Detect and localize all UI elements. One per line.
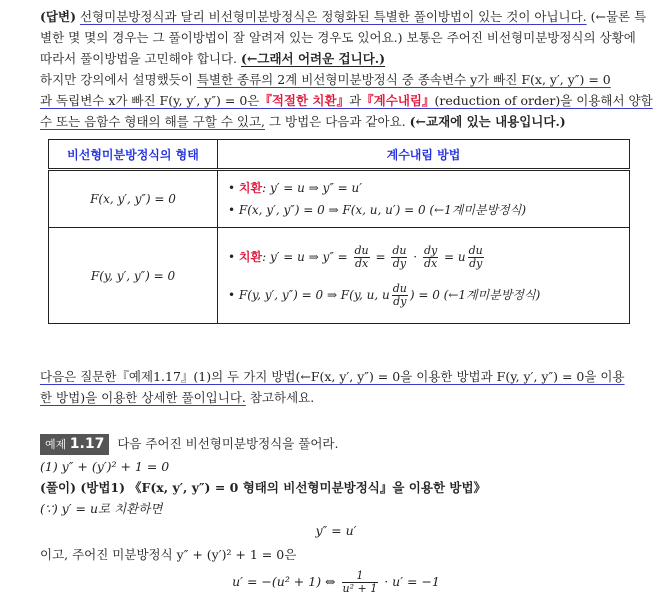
row2-reduction-eq-a: F(y, y′, y″) = 0 ⇒ F(y, u, u [238, 287, 390, 302]
para2-line2 [40, 92, 653, 110]
para2-underlined-3: (reduction of order)을 이용해서 양함 [434, 93, 653, 108]
fraction-1-over-u2plus1: $\frac{1}{\text{u² + 1}}$ [342, 569, 378, 595]
method-cell-2 [218, 228, 630, 324]
para2-line1 [40, 71, 611, 89]
since-line: (∵) y′ = u로 치환하면 [40, 501, 163, 516]
row2-bullet-substitution: • 치환: y′ = u ⇒ y″ = $\frac{du}{dx}$ = $\frac{du}{dy}$ · $\frac{dy}{dx}$ = u $\frac{du}{dy}$ [228, 243, 483, 270]
para2-and: 과 [349, 93, 362, 108]
substitution-label: 치환 [238, 181, 263, 195]
row1-reduction-eq: F(x, y′, y″) = 0 ⇒ F(x, u, u′) = 0 (←1계미분방정식) [238, 203, 527, 217]
solution-label: (풀이) (방법1) [40, 480, 126, 495]
fraction-du-dy-2: $\frac{du}{dy}$ [468, 243, 483, 270]
then-line: 이고, 주어진 미분방정식 y″ + (y′)² + 1 = 0은 [40, 547, 297, 562]
para1-underlined-text: 선형미분방정식과 달리 비선형미분방정식은 정형화된 특별한 풀이방법이 있는 것이 아닙니다. [79, 9, 587, 24]
example-question: (1) y″ + (y′)² + 1 = 0 [40, 459, 170, 474]
para1-line1 [40, 8, 646, 26]
table-row [49, 170, 630, 228]
example-badge: 예제 1.17 [40, 434, 109, 455]
equation-1: y″ = u′ [315, 523, 357, 538]
row2-substitution-eq: : y′ = u ⇒ y″ = [262, 249, 348, 264]
fraction-du-dy-3: $\frac{du}{dy}$ [392, 281, 407, 308]
answer-label: (답변) [40, 9, 76, 24]
form-cell-1: F(x, y′, y″) = 0 [49, 170, 218, 228]
para1-line2: 별한 몇 몇의 경우는 그 풀이방법이 잘 알려져 있는 경우도 있어요.) 보통은 주어진 비선형미분방정식의 상황에 [40, 30, 636, 45]
para2-text: 그 방법은 다음과 같아요. [265, 114, 406, 129]
fraction-du-dy: $\frac{du}{dy}$ [392, 243, 407, 270]
form-cell-2: F(y, y′, y″) = 0 [49, 228, 218, 324]
para3-line2 [40, 389, 314, 407]
solution-method: 《F(x, y′, y″) = 0 형태의 비선형미분방정식』을 이용한 방법》 [129, 480, 487, 495]
method-cell-1 [218, 170, 630, 228]
reduction-term: 『계수내림』 [361, 93, 435, 108]
row1-substitution-eq: : y′ = u ⇒ y″ = u′ [262, 181, 362, 195]
table-header-method: 계수내림 방법 [218, 140, 630, 170]
row1-bullet-reduction: • F(x, y′, y″) = 0 ⇒ F(x, u, u′) = 0 (←1계미분방정식) [228, 203, 527, 217]
equation-2-b: · u′ = −1 [384, 574, 440, 589]
example-title: 다음 주어진 비선형미분방정식을 풀어라. [117, 436, 339, 451]
para2-intro: 하지만 강의에서 설명했듯이 [40, 72, 197, 87]
fraction-dy-dx: $\frac{dy}{dx}$ [423, 243, 438, 270]
para1-line3-note: (←그래서 어려운 겁니다.) [241, 51, 386, 66]
para2-line3 [40, 113, 566, 131]
para2-note: (←교재에 있는 내용입니다.) [409, 114, 566, 129]
para1-line3-text: 따라서 풀이방법을 고민해야 합니다. [40, 51, 238, 66]
para2-underlined-1: 특별한 종류의 2계 비선형미분방정식 중 종속변수 y가 빠진 F(x, y′, y″) = 0 [196, 72, 611, 87]
para3-line1: 다음은 질문한『예제1.17』(1)의 두 가지 방법(←F(x, y′, y″) = 0을 이용한 방법과 F(y, y′, y″) = 0을 이용 [40, 369, 625, 384]
para3-text: 참고하세요. [245, 390, 315, 405]
para2-underlined-4: 수 또는 음함수 형태의 해를 구할 수 있고, [40, 114, 265, 129]
table-header-form: 비선형미분방정식의 형태 [49, 140, 218, 170]
solution-header [40, 479, 486, 497]
substitution-label: 치환 [238, 249, 263, 264]
row1-bullet-substitution: • 치환: y′ = u ⇒ y″ = u′ [228, 181, 362, 195]
equation-2 [0, 570, 672, 595]
fraction-du-dx: $\frac{du}{dx}$ [354, 243, 369, 270]
para2-underlined-2: 과 독립변수 x가 빠진 F(y, y′, y″) = 0은 [40, 93, 260, 108]
table-row [49, 228, 630, 324]
para1-line3 [40, 50, 385, 68]
equation-2-a: u′ = −(u² + 1) ⇔ [232, 574, 336, 589]
para1-note: (←물론 특 [586, 9, 647, 24]
example-header [40, 434, 338, 455]
table-header-row [49, 140, 630, 170]
reduction-table [48, 139, 630, 324]
substitution-term: 『적절한 치환』 [259, 93, 350, 108]
para3-underlined: 한 방법)을 이용한 상세한 풀이입니다. [40, 390, 246, 405]
row2-reduction-eq-b: ) = 0 (←1계미분방정식) [409, 287, 541, 302]
row2-bullet-reduction: • F(y, y′, y″) = 0 ⇒ F(y, u, u $\frac{du}{dy}$ ) = 0 (←1계미분방정식) [228, 281, 541, 308]
